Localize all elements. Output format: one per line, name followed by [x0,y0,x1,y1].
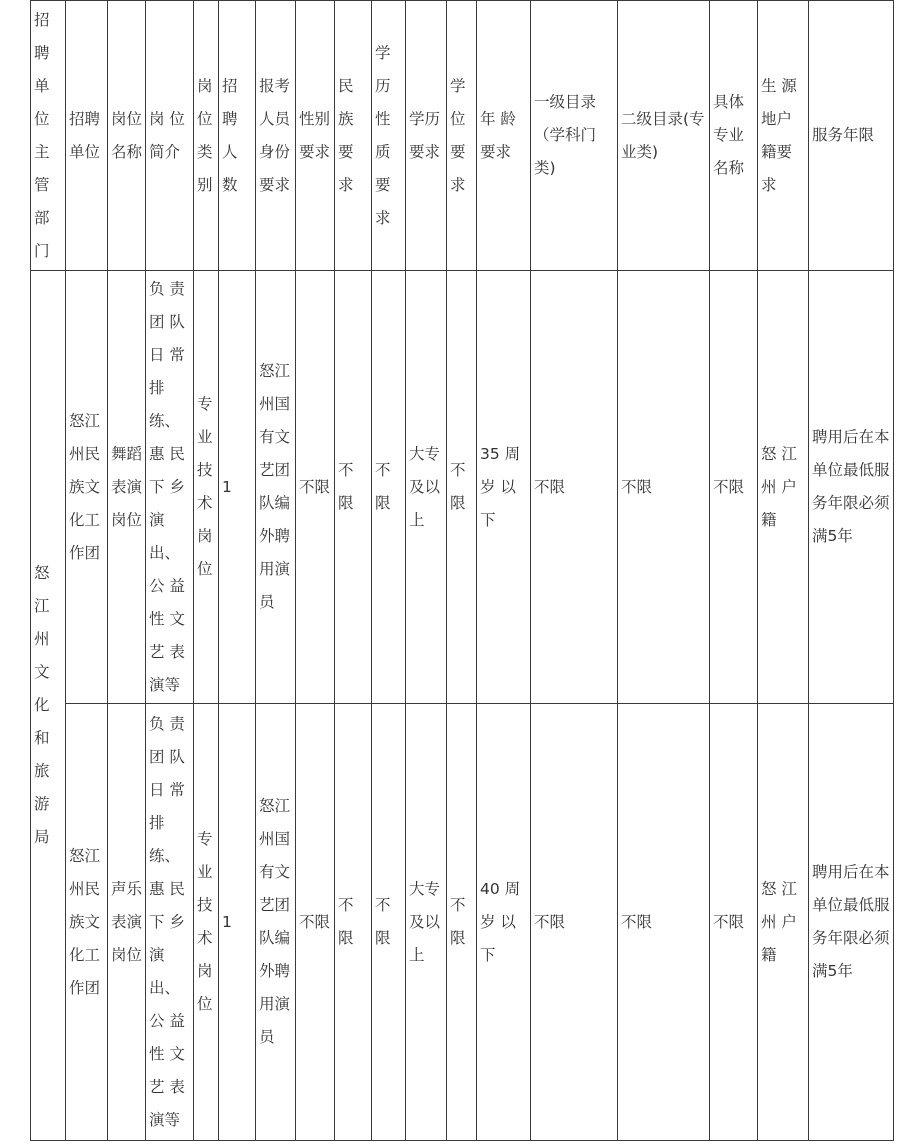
recruitment-table [30,0,894,1141]
header-ethnicity: 民族要求 [335,1,372,271]
cell-category: 专业技术岗位 [194,271,219,704]
cell-degree: 不限 [447,704,477,1141]
cell-position: 声乐表演岗位 [108,704,146,1141]
header-level1: 一级目录（学科门类) [531,1,618,271]
cell-edu-nature: 不限 [372,271,406,704]
header-intro: 岗 位简介 [146,1,194,271]
cell-count: 1 [219,704,256,1141]
header-major: 具体专业名称 [710,1,758,271]
header-category: 岗位类别 [194,1,219,271]
table-row [31,704,894,1141]
header-gender: 性别要求 [296,1,335,271]
cell-identity: 怒江州国有文艺团队编外聘用演员 [256,271,296,704]
cell-category: 专业技术岗位 [194,704,219,1141]
cell-hukou: 怒 江州 户籍 [758,271,809,704]
cell-intro: 负 责团 队日 常排 练、惠 民下 乡演 出、公 益性 文艺 表演等 [146,271,194,704]
header-count: 招聘人数 [219,1,256,271]
cell-age: 40 周岁 以下 [477,704,531,1141]
header-department: 招聘单位主管部门 [31,1,66,271]
header-unit: 招聘单位 [66,1,108,271]
cell-unit: 怒江州民族文化工作团 [66,271,108,704]
header-age: 年 龄要求 [477,1,531,271]
cell-count: 1 [219,271,256,704]
cell-intro: 负 责团 队日 常排 练、惠 民下 乡演 出、公 益性 文艺 表演等 [146,704,194,1141]
cell-level2: 不限 [618,704,710,1141]
header-row [31,1,894,271]
cell-department: 怒江州文化和旅游局 [31,271,66,1141]
cell-level2: 不限 [618,271,710,704]
cell-hukou: 怒 江州 户籍 [758,704,809,1141]
header-service: 服务年限 [809,1,894,271]
header-degree: 学位要求 [447,1,477,271]
cell-level1: 不限 [531,271,618,704]
header-education: 学历要求 [406,1,447,271]
cell-edu-nature: 不限 [372,704,406,1141]
cell-gender: 不限 [296,704,335,1141]
header-hukou: 生 源地户籍要求 [758,1,809,271]
header-level2: 二级目录(专业类) [618,1,710,271]
cell-identity: 怒江州国有文艺团队编外聘用演员 [256,704,296,1141]
header-edu-nature: 学历性质要求 [372,1,406,271]
cell-age: 35 周岁 以下 [477,271,531,704]
cell-major: 不限 [710,704,758,1141]
cell-unit: 怒江州民族文化工作团 [66,704,108,1141]
cell-service: 聘用后在本单位最低服务年限必须满5年 [809,704,894,1141]
cell-gender: 不限 [296,271,335,704]
cell-service: 聘用后在本单位最低服务年限必须满5年 [809,271,894,704]
cell-education: 大专及以上 [406,271,447,704]
cell-level1: 不限 [531,704,618,1141]
header-position: 岗位名称 [108,1,146,271]
cell-education: 大专及以上 [406,704,447,1141]
cell-degree: 不限 [447,271,477,704]
cell-major: 不限 [710,271,758,704]
cell-position: 舞蹈表演岗位 [108,271,146,704]
cell-ethnicity: 不限 [335,704,372,1141]
table-row [31,271,894,704]
cell-ethnicity: 不限 [335,271,372,704]
header-identity: 报考人员身份要求 [256,1,296,271]
